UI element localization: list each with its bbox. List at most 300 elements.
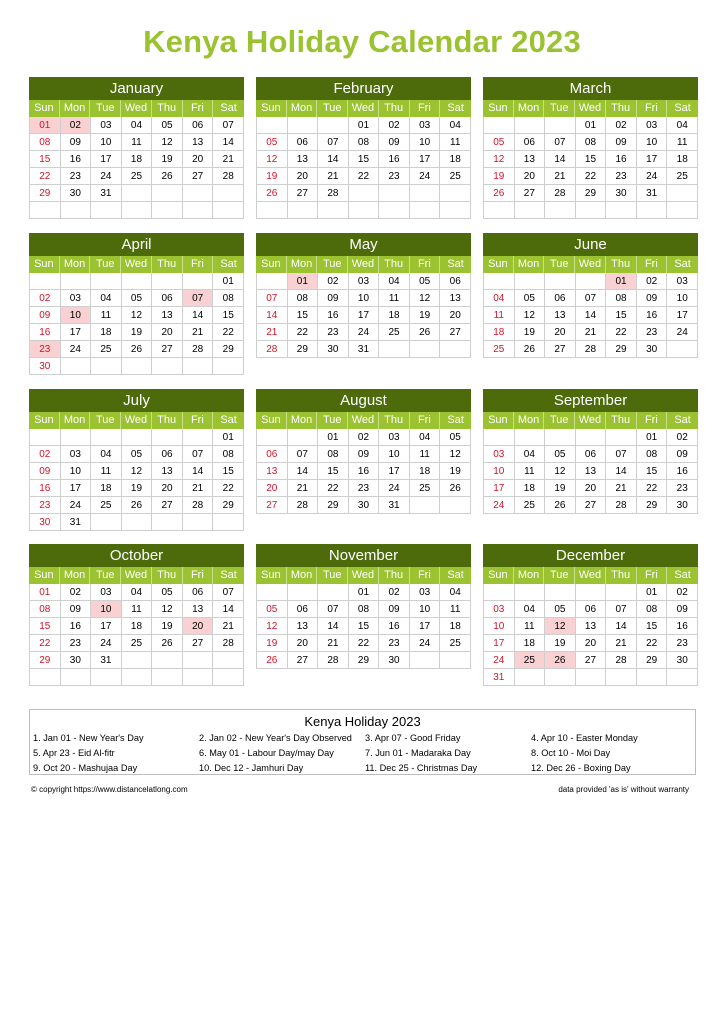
day-cell: 23 <box>318 324 349 341</box>
day-cell: 16 <box>61 151 92 168</box>
day-cell: 19 <box>545 480 576 497</box>
weekday-label: Sat <box>220 102 237 114</box>
day-cell: 25 <box>515 497 546 514</box>
day-cell: 06 <box>183 584 214 601</box>
weekday-label: Thu <box>152 256 183 273</box>
empty-cell <box>318 584 349 601</box>
weekday-label: Sat <box>447 569 464 581</box>
day-cell: 13 <box>576 463 607 480</box>
day-cell: 12 <box>122 463 153 480</box>
day-cell: 21 <box>183 480 214 497</box>
weekday-label: Sun <box>29 256 60 273</box>
day-cell: 28 <box>318 185 349 202</box>
weekday-label: Mon <box>60 256 91 273</box>
day-cell: 05 <box>484 134 515 151</box>
weekday-label: Mon <box>287 412 318 429</box>
day-cell: 25 <box>379 324 410 341</box>
weekday-label: Fri <box>183 412 214 429</box>
empty-cell <box>515 273 546 290</box>
month-name: April <box>29 233 244 256</box>
day-cell: 24 <box>61 341 92 358</box>
empty-cell <box>257 273 288 290</box>
day-cell: 02 <box>61 117 92 134</box>
day-cell: 18 <box>410 463 441 480</box>
day-cell: 23 <box>61 635 92 652</box>
day-cell: 08 <box>288 290 319 307</box>
weekday-label: Fri <box>183 256 214 273</box>
day-cell: 24 <box>637 168 668 185</box>
day-cell: 03 <box>379 429 410 446</box>
empty-cell <box>515 202 546 219</box>
empty-cell <box>349 185 380 202</box>
day-cell: 17 <box>410 618 441 635</box>
day-cell: 27 <box>152 341 183 358</box>
weekday-label: Tue <box>544 256 575 273</box>
month-august <box>256 389 471 514</box>
day-cell: 20 <box>257 480 288 497</box>
day-cell: 30 <box>606 185 637 202</box>
legend-item: 6. May 01 - Labour Day/may Day <box>199 748 334 758</box>
weekday-label: Mon <box>60 567 91 584</box>
month-name: March <box>483 77 698 100</box>
day-cell: 19 <box>122 324 153 341</box>
weekday-label: Mon <box>514 412 545 429</box>
day-cell: 11 <box>667 134 698 151</box>
day-cell: 06 <box>288 134 319 151</box>
day-cell: 22 <box>349 168 380 185</box>
month-november <box>256 544 471 669</box>
day-cell: 15 <box>30 151 61 168</box>
day-cell: 27 <box>288 185 319 202</box>
empty-cell <box>183 273 214 290</box>
weekday-label: Mon <box>287 256 318 273</box>
day-cell: 13 <box>183 134 214 151</box>
empty-cell <box>637 669 668 686</box>
day-cell: 28 <box>257 341 288 358</box>
day-cell: 09 <box>667 446 698 463</box>
empty-cell <box>213 202 244 219</box>
day-cell: 31 <box>349 341 380 358</box>
day-cell: 10 <box>91 601 122 618</box>
weekday-label: Tue <box>90 256 121 273</box>
empty-cell <box>576 584 607 601</box>
day-cell: 05 <box>152 584 183 601</box>
weekday-header <box>483 100 698 117</box>
weekday-header <box>256 567 471 584</box>
day-cell: 21 <box>606 635 637 652</box>
month-september <box>483 389 698 514</box>
month-name: September <box>483 389 698 412</box>
day-cell: 02 <box>61 584 92 601</box>
day-cell: 06 <box>152 290 183 307</box>
weekday-label: Sat <box>674 258 691 270</box>
months-grid <box>29 77 698 697</box>
day-cell: 02 <box>667 429 698 446</box>
day-cell: 28 <box>606 497 637 514</box>
day-cell: 08 <box>637 446 668 463</box>
legend-item: 7. Jun 01 - Madaraka Day <box>365 748 471 758</box>
day-cell: 25 <box>410 480 441 497</box>
weekday-label: Sat <box>447 258 464 270</box>
day-cell: 18 <box>122 151 153 168</box>
empty-cell <box>606 429 637 446</box>
day-cell: 23 <box>667 635 698 652</box>
legend-item: 4. Apr 10 - Easter Monday <box>531 733 638 743</box>
weekday-label: Thu <box>379 567 410 584</box>
day-cell: 10 <box>667 290 698 307</box>
day-grid <box>256 273 471 358</box>
day-cell: 03 <box>667 273 698 290</box>
empty-cell <box>515 429 546 446</box>
day-cell: 27 <box>152 497 183 514</box>
day-cell: 04 <box>91 446 122 463</box>
weekday-label: Fri <box>410 412 441 429</box>
month-april <box>29 233 244 375</box>
weekday-label: Sun <box>483 100 514 117</box>
day-cell: 29 <box>606 341 637 358</box>
legend-title: Kenya Holiday 2023 <box>304 714 421 729</box>
day-cell: 06 <box>576 601 607 618</box>
empty-cell <box>122 358 153 375</box>
day-cell: 31 <box>484 669 515 686</box>
day-cell: 17 <box>349 307 380 324</box>
day-cell: 07 <box>318 134 349 151</box>
empty-cell <box>257 202 288 219</box>
empty-cell <box>318 202 349 219</box>
day-cell: 26 <box>122 497 153 514</box>
weekday-label: Sun <box>483 256 514 273</box>
day-cell: 12 <box>410 290 441 307</box>
day-cell: 04 <box>410 429 441 446</box>
day-grid <box>29 429 244 531</box>
day-cell: 08 <box>606 290 637 307</box>
day-cell: 31 <box>91 185 122 202</box>
day-cell: 29 <box>349 652 380 669</box>
weekday-label: Wed <box>121 412 152 429</box>
legend-item: 5. Apr 23 - Eid Al-fitr <box>33 748 115 758</box>
day-cell: 19 <box>410 307 441 324</box>
day-cell: 06 <box>257 446 288 463</box>
empty-cell <box>288 584 319 601</box>
day-cell: 23 <box>606 168 637 185</box>
day-cell: 09 <box>61 601 92 618</box>
day-cell: 08 <box>213 446 244 463</box>
day-cell: 22 <box>576 168 607 185</box>
day-cell: 06 <box>183 117 214 134</box>
day-cell: 14 <box>213 134 244 151</box>
month-february <box>256 77 471 219</box>
day-cell: 19 <box>152 618 183 635</box>
weekday-label: Wed <box>121 567 152 584</box>
empty-cell <box>379 202 410 219</box>
weekday-label: Fri <box>410 567 441 584</box>
weekday-header <box>256 256 471 273</box>
day-cell: 11 <box>91 463 122 480</box>
day-cell: 23 <box>30 497 61 514</box>
weekday-label: Wed <box>575 412 606 429</box>
day-cell: 21 <box>318 635 349 652</box>
day-cell: 05 <box>545 446 576 463</box>
weekday-label: Tue <box>544 567 575 584</box>
empty-cell <box>122 514 153 531</box>
day-cell: 25 <box>91 497 122 514</box>
weekday-label: Thu <box>152 412 183 429</box>
empty-cell <box>484 584 515 601</box>
day-cell: 12 <box>257 151 288 168</box>
day-cell: 26 <box>545 652 576 669</box>
month-october <box>29 544 244 686</box>
empty-cell <box>410 652 441 669</box>
empty-cell <box>61 358 92 375</box>
day-cell: 26 <box>257 185 288 202</box>
day-cell: 12 <box>257 618 288 635</box>
empty-cell <box>667 669 698 686</box>
empty-cell <box>484 273 515 290</box>
day-cell: 31 <box>379 497 410 514</box>
day-cell: 01 <box>637 429 668 446</box>
month-name: August <box>256 389 471 412</box>
day-cell: 26 <box>152 635 183 652</box>
day-cell: 05 <box>257 601 288 618</box>
weekday-label: Wed <box>348 100 379 117</box>
empty-cell <box>152 429 183 446</box>
day-cell: 22 <box>213 480 244 497</box>
day-cell: 26 <box>484 185 515 202</box>
day-cell: 29 <box>637 652 668 669</box>
day-grid <box>29 584 244 686</box>
empty-cell <box>637 202 668 219</box>
day-cell: 05 <box>545 601 576 618</box>
day-cell: 09 <box>349 446 380 463</box>
weekday-label: Fri <box>637 100 668 117</box>
day-cell: 01 <box>637 584 668 601</box>
month-name: June <box>483 233 698 256</box>
day-cell: 24 <box>379 480 410 497</box>
empty-cell <box>379 185 410 202</box>
empty-cell <box>152 514 183 531</box>
day-cell: 18 <box>440 151 471 168</box>
day-cell: 20 <box>183 151 214 168</box>
empty-cell <box>91 429 122 446</box>
day-cell: 12 <box>515 307 546 324</box>
day-cell: 04 <box>515 446 546 463</box>
empty-cell <box>122 652 153 669</box>
weekday-label: Tue <box>317 567 348 584</box>
weekday-label: Wed <box>121 256 152 273</box>
day-cell: 15 <box>576 151 607 168</box>
empty-cell <box>667 185 698 202</box>
day-cell: 27 <box>440 324 471 341</box>
day-cell: 24 <box>410 168 441 185</box>
empty-cell <box>349 202 380 219</box>
day-cell: 26 <box>257 652 288 669</box>
day-cell: 08 <box>318 446 349 463</box>
month-june <box>483 233 698 358</box>
day-cell: 04 <box>440 117 471 134</box>
day-cell: 19 <box>484 168 515 185</box>
day-cell: 20 <box>183 618 214 635</box>
empty-cell <box>213 652 244 669</box>
empty-cell <box>183 669 214 686</box>
day-cell: 23 <box>379 168 410 185</box>
weekday-label: Thu <box>606 256 637 273</box>
day-cell: 04 <box>515 601 546 618</box>
weekday-label: Thu <box>606 567 637 584</box>
empty-cell <box>515 117 546 134</box>
day-cell: 01 <box>213 429 244 446</box>
weekday-label: Thu <box>152 100 183 117</box>
weekday-label: Sun <box>29 567 60 584</box>
day-cell: 07 <box>213 117 244 134</box>
day-cell: 21 <box>213 151 244 168</box>
day-cell: 24 <box>349 324 380 341</box>
weekday-label: Mon <box>287 567 318 584</box>
day-cell: 02 <box>637 273 668 290</box>
weekday-label: Sun <box>256 412 287 429</box>
day-cell: 01 <box>318 429 349 446</box>
day-cell: 09 <box>379 601 410 618</box>
day-cell: 21 <box>183 324 214 341</box>
day-cell: 14 <box>257 307 288 324</box>
day-cell: 16 <box>318 307 349 324</box>
day-cell: 27 <box>545 341 576 358</box>
day-cell: 31 <box>91 652 122 669</box>
day-cell: 10 <box>61 307 92 324</box>
weekday-label: Fri <box>637 567 668 584</box>
day-cell: 07 <box>606 601 637 618</box>
weekday-label: Thu <box>606 412 637 429</box>
day-cell: 15 <box>637 618 668 635</box>
day-cell: 02 <box>318 273 349 290</box>
day-cell: 27 <box>515 185 546 202</box>
weekday-label: Sat <box>674 102 691 114</box>
legend-item: 12. Dec 26 - Boxing Day <box>531 763 631 773</box>
empty-cell <box>484 117 515 134</box>
day-cell: 15 <box>637 463 668 480</box>
weekday-label: Sun <box>29 412 60 429</box>
day-cell: 04 <box>122 117 153 134</box>
day-cell: 20 <box>545 324 576 341</box>
day-cell: 05 <box>515 290 546 307</box>
day-cell: 03 <box>91 117 122 134</box>
disclaimer-text: data provided 'as is' without warranty <box>558 785 689 794</box>
day-cell: 21 <box>576 324 607 341</box>
day-cell: 14 <box>183 463 214 480</box>
day-grid <box>256 429 471 514</box>
day-cell: 21 <box>318 168 349 185</box>
day-cell: 10 <box>410 134 441 151</box>
day-cell: 09 <box>606 134 637 151</box>
day-cell: 13 <box>183 601 214 618</box>
day-cell: 13 <box>515 151 546 168</box>
empty-cell <box>379 341 410 358</box>
empty-cell <box>667 341 698 358</box>
day-cell: 28 <box>606 652 637 669</box>
day-cell: 09 <box>667 601 698 618</box>
empty-cell <box>61 273 92 290</box>
day-cell: 10 <box>484 463 515 480</box>
weekday-label: Mon <box>60 100 91 117</box>
day-cell: 10 <box>91 134 122 151</box>
day-cell: 01 <box>213 273 244 290</box>
day-cell: 12 <box>122 307 153 324</box>
empty-cell <box>545 202 576 219</box>
day-cell: 18 <box>667 151 698 168</box>
day-cell: 14 <box>318 618 349 635</box>
day-cell: 26 <box>545 497 576 514</box>
legend-item: 11. Dec 25 - Christmas Day <box>365 763 478 773</box>
empty-cell <box>484 202 515 219</box>
weekday-label: Thu <box>379 100 410 117</box>
empty-cell <box>257 429 288 446</box>
weekday-label: Mon <box>514 567 545 584</box>
day-cell: 20 <box>576 480 607 497</box>
day-cell: 09 <box>379 134 410 151</box>
day-cell: 17 <box>667 307 698 324</box>
empty-cell <box>213 358 244 375</box>
weekday-label: Wed <box>121 100 152 117</box>
day-cell: 21 <box>288 480 319 497</box>
day-cell: 28 <box>288 497 319 514</box>
weekday-label: Sat <box>674 569 691 581</box>
day-cell: 16 <box>61 618 92 635</box>
day-cell: 24 <box>667 324 698 341</box>
day-cell: 08 <box>30 601 61 618</box>
day-cell: 30 <box>667 652 698 669</box>
day-cell: 16 <box>667 618 698 635</box>
day-cell: 31 <box>637 185 668 202</box>
day-cell: 10 <box>61 463 92 480</box>
day-cell: 02 <box>30 290 61 307</box>
day-cell: 21 <box>545 168 576 185</box>
empty-cell <box>91 358 122 375</box>
day-cell: 29 <box>637 497 668 514</box>
day-cell: 12 <box>440 446 471 463</box>
empty-cell <box>30 273 61 290</box>
day-cell: 10 <box>637 134 668 151</box>
weekday-label: Sun <box>29 100 60 117</box>
empty-cell <box>30 429 61 446</box>
day-cell: 13 <box>288 151 319 168</box>
day-cell: 30 <box>349 497 380 514</box>
day-cell: 22 <box>30 168 61 185</box>
day-cell: 19 <box>545 635 576 652</box>
day-cell: 11 <box>410 446 441 463</box>
empty-cell <box>410 185 441 202</box>
day-cell: 06 <box>515 134 546 151</box>
day-cell: 13 <box>545 307 576 324</box>
weekday-label: Sat <box>220 414 237 426</box>
day-cell: 11 <box>484 307 515 324</box>
empty-cell <box>440 185 471 202</box>
day-cell: 30 <box>637 341 668 358</box>
weekday-label: Fri <box>637 412 668 429</box>
weekday-label: Sat <box>674 414 691 426</box>
weekday-header <box>29 100 244 117</box>
empty-cell <box>61 202 92 219</box>
legend-item: 10. Dec 12 - Jamhuri Day <box>199 763 304 773</box>
month-may <box>256 233 471 358</box>
day-cell: 08 <box>637 601 668 618</box>
month-name: January <box>29 77 244 100</box>
day-cell: 15 <box>349 151 380 168</box>
day-cell: 02 <box>30 446 61 463</box>
day-cell: 22 <box>637 480 668 497</box>
empty-cell <box>213 514 244 531</box>
weekday-label: Mon <box>514 256 545 273</box>
empty-cell <box>606 669 637 686</box>
day-cell: 07 <box>183 446 214 463</box>
